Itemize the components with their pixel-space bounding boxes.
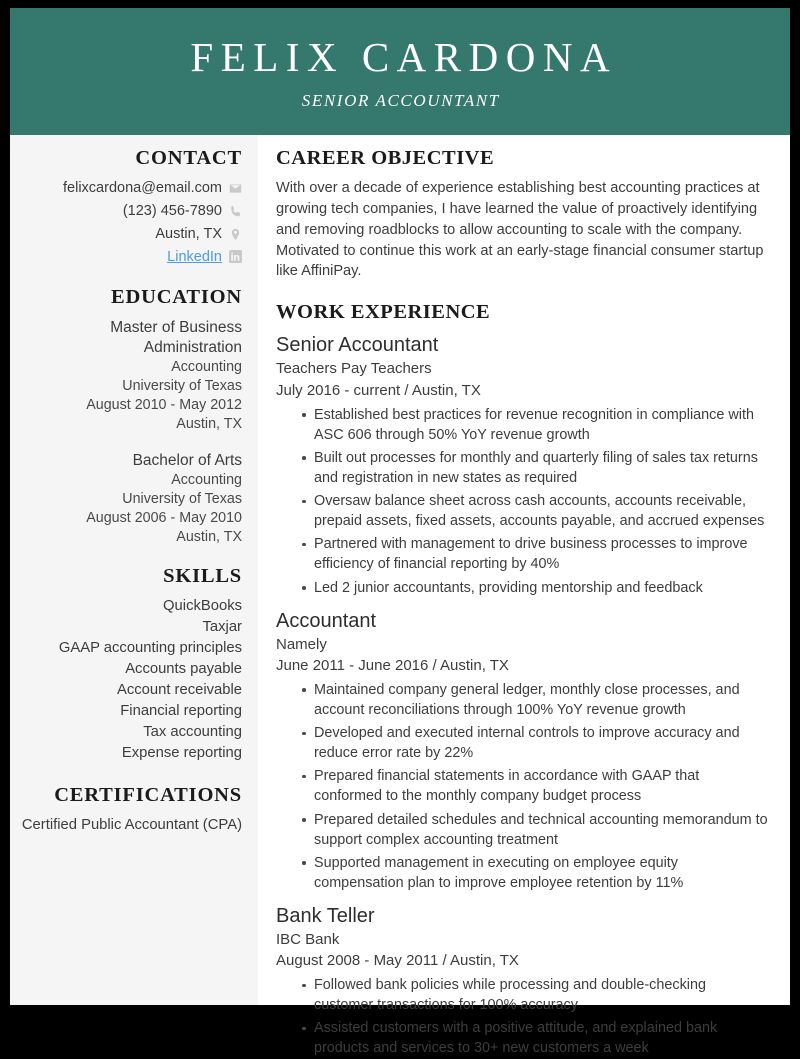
education-heading: EDUCATION [111, 286, 242, 309]
job-dates-location: June 2011 - June 2016 / Austin, TX [276, 657, 509, 675]
skill-item: Tax accounting [143, 723, 242, 740]
education-location: Austin, TX [176, 416, 242, 433]
contact-email-text: felixcardona@email.com [63, 180, 222, 196]
education-degree: Master of Business Administration [110, 319, 242, 357]
skill-item: QuickBooks [163, 597, 242, 614]
linkedin-link[interactable]: LinkedIn [167, 248, 222, 265]
skill-item: Financial reporting [120, 702, 242, 719]
job-company: Teachers Pay Teachers [276, 360, 432, 378]
job-company: Namely [276, 635, 327, 653]
education-location: Austin, TX [176, 528, 242, 545]
location-pin-icon [229, 228, 242, 241]
job-entry [276, 332, 768, 598]
education-section [20, 286, 242, 546]
career-objective-heading: CAREER OBJECTIVE [276, 147, 495, 169]
contact-section [20, 147, 242, 266]
contact-item-linkedin[interactable] [20, 248, 242, 267]
job-bullet: Partnered with management to drive business processes to improve efficiency of financial reporting by 40% [302, 535, 768, 575]
skill-item: Expense reporting [121, 744, 242, 761]
skill-item: Taxjar [202, 618, 242, 635]
education-school: University of Texas [122, 378, 242, 395]
education-field: Accounting [171, 359, 242, 376]
job-bullet: Developed and executed internal controls to improve accuracy and reduce error rate by 22% [302, 724, 768, 764]
candidate-job-title: SENIOR ACCOUNTANT [301, 90, 500, 110]
education-school: University of Texas [122, 490, 242, 507]
skills-heading: SKILLS [163, 564, 242, 587]
job-bullet: Established best practices for revenue recognition in compliance with ASC 606 through 50% YoY revenue growth [302, 406, 768, 446]
career-objective-section [276, 147, 768, 282]
job-bullet: Prepared financial statements in accordance with GAAP that conformed to the monthly company budget process [302, 767, 768, 807]
job-bullet: Supported management in executing on employee equity compensation plan to improve employee retention by 11% [302, 854, 768, 894]
contact-heading: CONTACT [135, 147, 242, 169]
education-entry [20, 451, 242, 547]
education-entry [20, 318, 242, 434]
skill-item: Account receivable [116, 681, 242, 698]
job-bullet: Followed bank policies while processing and double-checking customer transactions for 100% accuracy [302, 976, 768, 1016]
job-title: Senior Accountant [276, 334, 439, 357]
work-experience-section [276, 301, 768, 1059]
resume-document [10, 8, 790, 1057]
job-bullet: Oversaw balance sheet across cash accounts, accounts receivable, prepaid assets, fixed assets, accounts payable, and accrued expenses [302, 492, 768, 532]
skills-section [20, 565, 242, 764]
job-dates-location: August 2008 - May 2011 / Austin, TX [276, 952, 519, 970]
contact-item-location [20, 225, 242, 244]
certifications-heading: CERTIFICATIONS [54, 783, 242, 806]
job-company: IBC Bank [276, 930, 340, 948]
job-entry [276, 903, 768, 1059]
job-bullet-list [276, 976, 768, 1059]
education-degree: Bachelor of Arts [132, 452, 242, 470]
job-bullet-list [276, 406, 768, 599]
education-field: Accounting [171, 471, 242, 488]
job-bullet: Maintained company general ledger, monthly close processes, and account reconciliations through 100% YoY revenue growth [302, 681, 768, 721]
contact-item-phone [20, 202, 242, 221]
career-objective-text: With over a decade of experience establishing best accounting practices at growing tech companies, I have learned the value of proactively identifying and removing roadblocks to allow accounting to scale with the company. Motivated to continue this work at an early-stage financial consumer startup like AffiniPay. [276, 180, 764, 280]
skill-item: Accounts payable [125, 660, 242, 677]
envelope-icon [229, 182, 242, 195]
work-experience-heading: WORK EXPERIENCE [276, 301, 491, 324]
job-bullet: Built out processes for monthly and quarterly filing of sales tax returns and registration in new states as required [302, 449, 768, 489]
job-title: Bank Teller [276, 904, 375, 927]
job-title: Accountant [276, 609, 377, 632]
education-dates: August 2006 - May 2010 [86, 509, 242, 526]
main-column [258, 135, 790, 1057]
job-entry [276, 608, 768, 894]
linkedin-icon [229, 250, 242, 263]
job-bullet: Led 2 junior accountants, providing mentorship and feedback [302, 579, 768, 599]
contact-item-email [20, 179, 242, 198]
resume-body [10, 135, 790, 1057]
job-dates-location: July 2016 - current / Austin, TX [276, 381, 481, 399]
job-bullet: Assisted customers with a positive attitude, and explained bank products and services to 30+ new customers a week [302, 1019, 768, 1059]
education-dates: August 2010 - May 2012 [86, 397, 242, 414]
certification-item: Certified Public Accountant (CPA) [21, 816, 242, 833]
sidebar-column [10, 135, 258, 1005]
contact-phone-text: (123) 456-7890 [122, 202, 222, 219]
job-bullet: Prepared detailed schedules and technical accounting memorandum to support complex accounting treatment [302, 811, 768, 851]
contact-location-text: Austin, TX [155, 225, 222, 242]
resume-header [10, 8, 790, 135]
certifications-section [20, 784, 242, 836]
skill-item: GAAP accounting principles [58, 639, 242, 656]
phone-icon [229, 205, 242, 218]
job-bullet-list [276, 681, 768, 894]
candidate-name: FELIX CARDONA [190, 34, 618, 81]
